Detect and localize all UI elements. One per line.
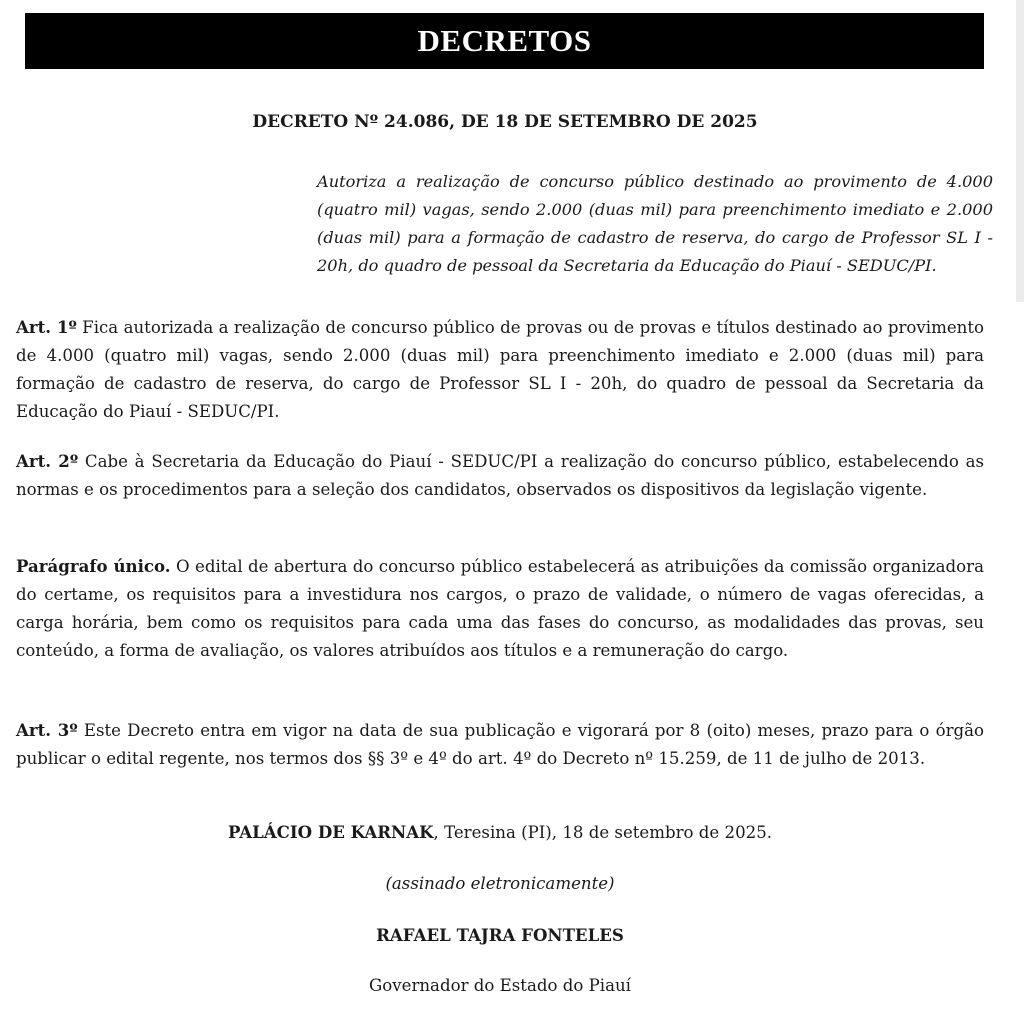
article-text: Cabe à Secretaria da Educação do Piauí - SEDUC/PI a realização do concurso público, estabelecendo as normas e os procedimentos para a seleção dos candidatos, observados os dispositivos da legislação vigente. [16, 452, 984, 499]
article-1 [16, 313, 984, 426]
banner-title: DECRETOS [417, 23, 592, 58]
place-date-line [0, 822, 1000, 842]
signer-title: Governador do Estado do Piauí [369, 976, 631, 995]
article-label: Parágrafo único. [16, 556, 171, 576]
decree-title: DECRETO Nº 24.086, DE 18 DE SETEMBRO DE 2025 [252, 112, 758, 132]
section-banner [25, 13, 984, 69]
paragrafo-unico [16, 552, 984, 665]
place-date: , Teresina (PI), 18 de setembro de 2025. [433, 823, 773, 842]
article-label: Art. 1º [16, 317, 77, 337]
article-text: Fica autorizada a realização de concurso público de provas ou de provas e títulos destinado ao provimento de 4.000 (quatro mil) vagas, sendo 2.000 (duas mil) para preenchimento imediato e 2.000 (duas mil) para formação de cadastro de reserva, do cargo de Professor SL I - 20h, do quadro de pessoal da Secretaria da Educação do Piauí - SEDUC/PI. [16, 318, 984, 421]
place-name: PALÁCIO DE KARNAK [227, 822, 434, 842]
scroll-edge-strip [1016, 0, 1024, 302]
article-2 [16, 447, 984, 504]
article-3 [16, 716, 984, 773]
article-text: O edital de abertura do concurso público estabelecerá as atribuições da comissão organizadora do certame, os requisitos para a investidura nos cargos, o prazo de validade, o número de vagas oferecidas, a carga horária, bem como os requisitos para cada uma das fases do concurso, as modalidades das provas, seu conteúdo, a forma de avaliação, os valores atribuídos aos títulos e a remuneração do cargo. [16, 557, 984, 660]
article-label: Art. 3º [16, 720, 78, 740]
signer-name: RAFAEL TAJRA FONTELES [376, 925, 624, 945]
article-label: Art. 2º [16, 451, 79, 471]
decree-ementa: Autoriza a realização de concurso público destinado ao provimento de 4.000 (quatro mil) vagas, sendo 2.000 (duas mil) para preenchimento imediato e 2.000 (duas mil) para a formação de cadastro de reserva, do cargo de Professor SL I - 20h, do quadro de pessoal da Secretaria da Educação do Piauí - SEDUC/PI. [317, 172, 993, 275]
signed-note: (assinado eletronicamente) [385, 874, 615, 893]
article-text: Este Decreto entra em vigor na data de sua publicação e vigorará por 8 (oito) meses, prazo para o órgão publicar o edital regente, nos termos dos §§ 3º e 4º do art. 4º do Decreto nº 15.259, de 11 de julho de 2013. [16, 721, 985, 768]
